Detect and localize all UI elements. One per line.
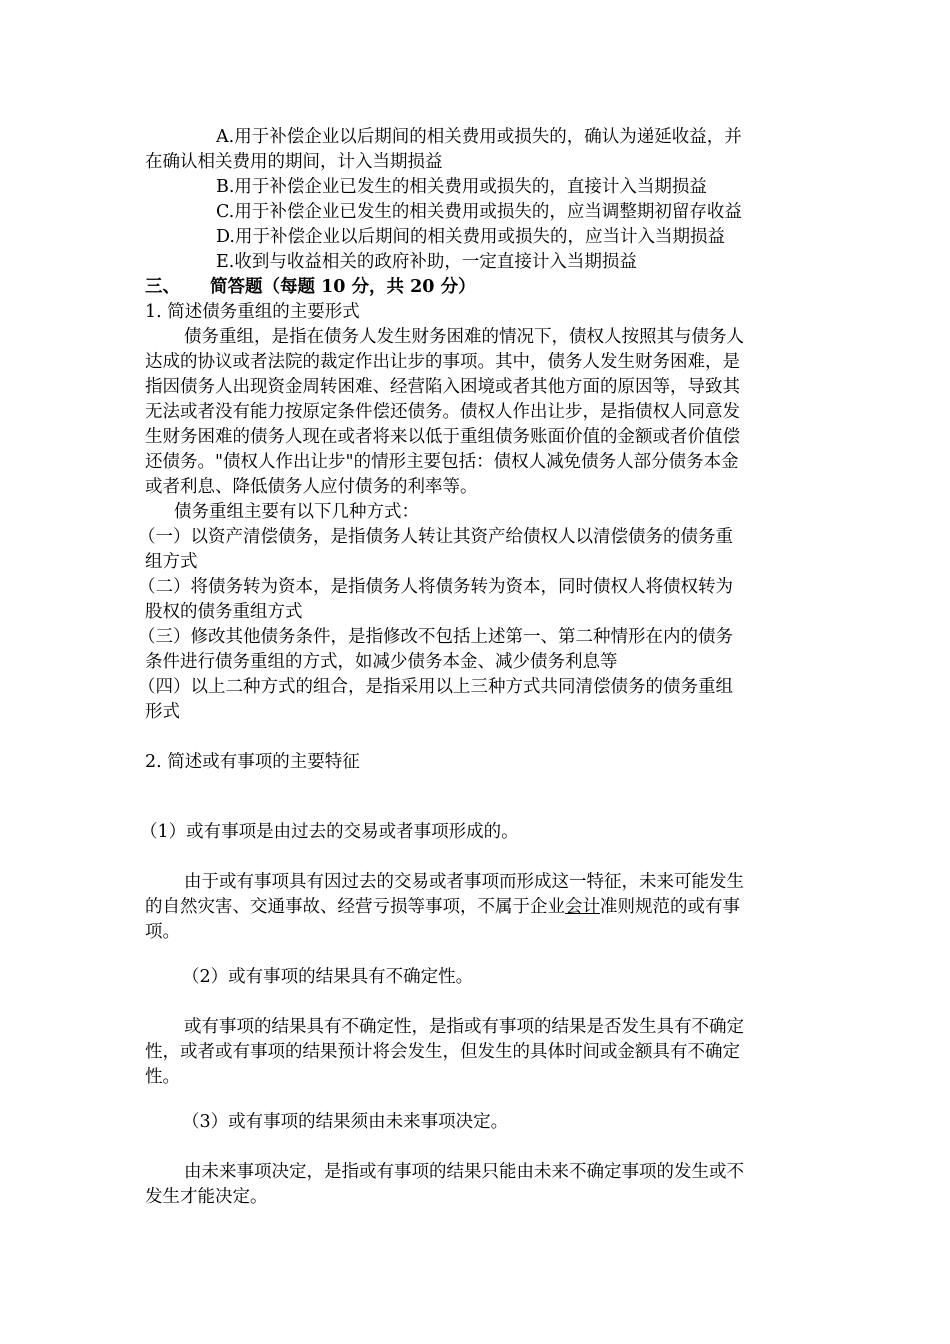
option-a-line2: 在确认相关费用的期间，计入当期损益 — [145, 152, 443, 172]
section-number: 三、 — [145, 277, 180, 297]
q2-feature-1: （1）或有事项是由过去的交易或者事项形成的。 — [140, 822, 519, 842]
q1-way-line: 股权的债务重组方式 — [145, 602, 303, 622]
q1-para-line: 或者利息、降低债务人应付债务的利率等。 — [145, 477, 478, 497]
q2-feature-1-desc: 项。 — [145, 922, 180, 942]
q1-para-line: 生财务困难的债务人现在或者将来以低于重组债务账面价值的金额或者价值偿 — [145, 427, 740, 447]
q2-feature-2: （2）或有事项的结果具有不确定性。 — [182, 967, 474, 987]
q2-feature-3: （3）或有事项的结果须由未来事项决定。 — [182, 1112, 509, 1132]
accounting-link[interactable]: 会计 — [565, 897, 600, 917]
q1-para-line: 债务重组，是指在债务人发生财务困难的情况下，债权人按照其与债务人 — [184, 327, 744, 347]
q2-feature-2-desc: 或有事项的结果具有不确定性，是指或有事项的结果是否发生具有不确定 — [184, 1017, 744, 1037]
question-1-title: 1. 简述债务重组的主要形式 — [145, 302, 360, 322]
q1-way-line: （三）修改其他债务条件，是指修改不包括上述第一、第二种情形在内的债务 — [138, 627, 733, 647]
q2-feature-1-desc — [145, 895, 815, 920]
q2-f1-text: 的自然灾害、交通事故、经营亏损等事项，不属于企业 — [145, 897, 565, 917]
section-heading — [145, 275, 815, 300]
q2-feature-2-desc: 性。 — [145, 1067, 180, 1087]
q2-feature-3-desc: 发生才能决定。 — [145, 1187, 268, 1207]
q2-feature-1-desc: 由于或有事项具有因过去的交易或者事项而形成这一特征，未来可能发生 — [184, 872, 744, 892]
question-2-title: 2. 简述或有事项的主要特征 — [145, 752, 360, 772]
option-b: B.用于补偿企业已发生的相关费用或损失的，直接计入当期损益 — [216, 177, 707, 197]
option-e: E.收到与收益相关的政府补助，一定直接计入当期损益 — [216, 252, 637, 272]
q2-feature-3-desc: 由未来事项决定，是指或有事项的结果只能由未来不确定事项的发生或不 — [184, 1162, 744, 1182]
q1-para-line: 达成的协议或者法院的裁定作出让步的事项。其中，债务人发生财务困难，是 — [145, 352, 740, 372]
q1-para-line: 指因债务人出现资金周转困难、经营陷入困境或者其他方面的原因等，导致其 — [145, 377, 740, 397]
q1-way-line: 条件进行债务重组的方式，如减少债务本金、减少债务利息等 — [145, 652, 618, 672]
q1-way-line: 组方式 — [145, 552, 198, 572]
section-title: 简答题（每题 10 分，共 20 分） — [210, 277, 476, 297]
q1-way-line: （二）将债务转为资本，是指债务人将债务转为资本，同时债权人将债权转为 — [138, 577, 733, 597]
q1-way-line: （四）以上二种方式的组合，是指采用以上三种方式共同清偿债务的债务重组 — [138, 677, 733, 697]
q2-f1-text: 准则规范的或有事 — [600, 897, 740, 917]
q1-way-line: 形式 — [145, 702, 180, 722]
q1-intro: 债务重组主要有以下几种方式： — [174, 502, 419, 522]
option-d: D.用于补偿企业以后期间的相关费用或损失的，应当计入当期损益 — [216, 227, 725, 247]
q2-feature-2-desc: 性，或者或有事项的结果预计将会发生，但发生的具体时间或金额具有不确定 — [145, 1042, 740, 1062]
q1-way-line: （一）以资产清偿债务，是指债务人转让其资产给债权人以清偿债务的债务重 — [138, 527, 733, 547]
option-a-line1: A.用于补偿企业以后期间的相关费用或损失的，确认为递延收益，并 — [216, 127, 742, 147]
q1-para-line: 无法或者没有能力按原定条件偿还债务。债权人作出让步，是指债权人同意发 — [145, 402, 740, 422]
q1-para-line: 还债务。"债权人作出让步"的情形主要包括：债权人减免债务人部分债务本金 — [145, 452, 739, 472]
option-c: C.用于补偿企业已发生的相关费用或损失的，应当调整期初留存收益 — [216, 202, 742, 222]
